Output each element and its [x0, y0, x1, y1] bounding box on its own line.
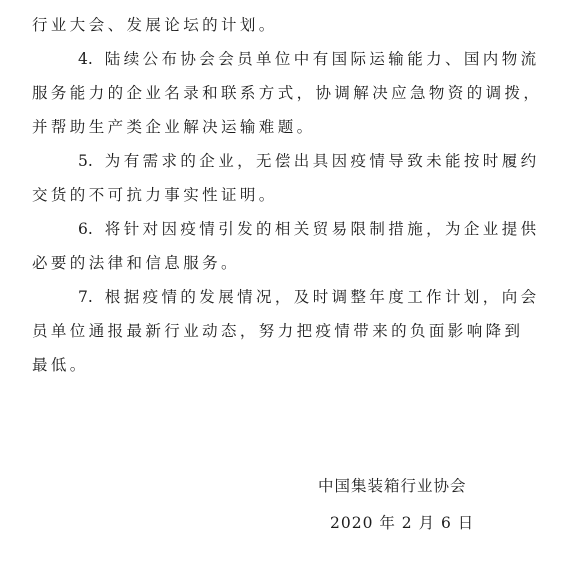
item-number: 4. [78, 50, 93, 68]
signature-date: 2020 年 2 月 6 日 [330, 514, 475, 532]
item-number: 5. [78, 152, 93, 170]
item-number: 7. [78, 288, 93, 306]
item-text: 为有需求的企业，无偿出具因疫情导致未能按时履约 [104, 152, 540, 170]
list-item-4 [32, 42, 543, 144]
text-line: 最低。 [32, 356, 89, 374]
list-item-7 [32, 280, 540, 382]
text-line: 服务能力的企业名录和联系方式，协调解决应急物资的调拨， [32, 84, 543, 102]
text-line: 行业大会、发展论坛的计划。 [32, 16, 278, 34]
text-line: 员单位通报最新行业动态，努力把疫情带来的负面影响降到 [32, 322, 524, 340]
list-item-5 [32, 144, 540, 212]
text-line [32, 42, 540, 76]
paragraph-continuation [32, 8, 532, 42]
item-text: 根据疫情的发展情况，及时调整年度工作计划，向会 [104, 288, 540, 306]
list-item-6 [32, 212, 540, 280]
item-text: 将针对因疫情引发的相关贸易限制措施，为企业提供 [104, 220, 540, 238]
text-line: 必要的法律和信息服务。 [32, 254, 240, 272]
signature-organization: 中国集装箱行业协会 [318, 477, 467, 495]
item-text: 陆续公布协会会员单位中有国际运输能力、国内物流 [104, 50, 540, 68]
text-line: 并帮助生产类企业解决运输难题。 [32, 118, 316, 136]
text-line [32, 280, 540, 314]
item-number: 6. [78, 220, 93, 238]
text-line: 交货的不可抗力事实性证明。 [32, 186, 278, 204]
text-line [32, 144, 540, 178]
text-line [32, 212, 540, 246]
